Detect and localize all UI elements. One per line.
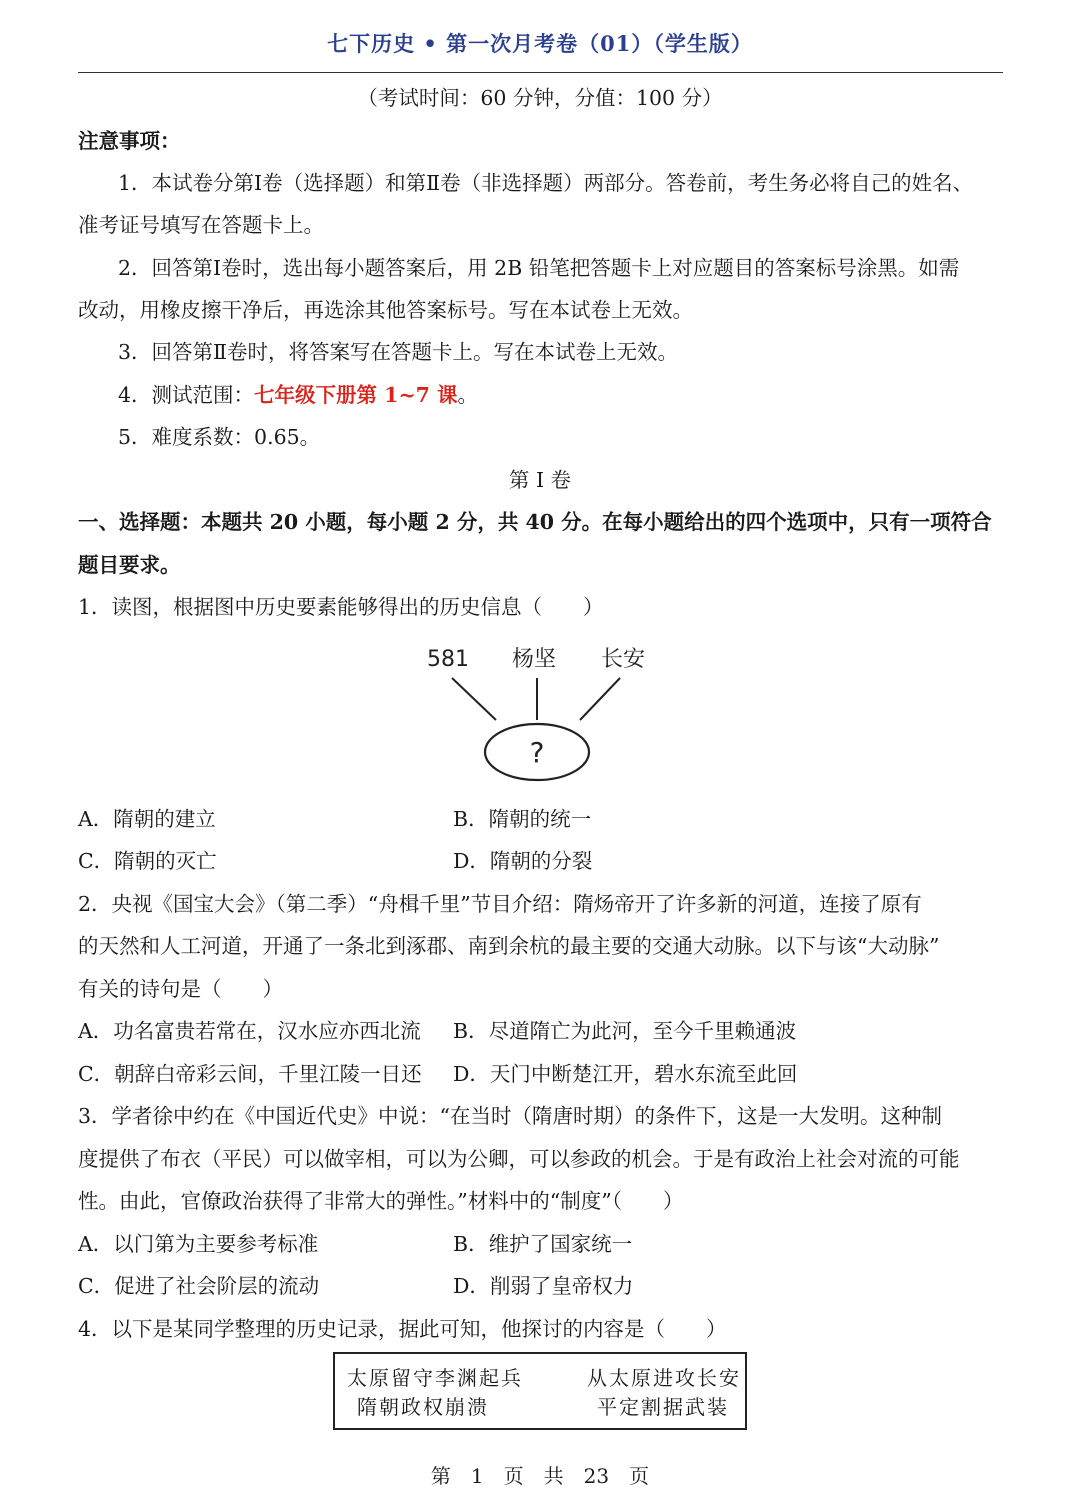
q1-option-c[interactable]: C．隋朝的灭亡 [78, 849, 217, 873]
q3-option-b[interactable]: B．维护了国家统一 [453, 1232, 633, 1256]
volume-title: 第 Ⅰ 卷 [508, 468, 572, 492]
notes-heading: 注意事项： [78, 129, 181, 153]
exam-info: （考试时间：60 分钟，分值：100 分） [357, 86, 723, 110]
record-item-4: 平定割据武装 [597, 1395, 729, 1419]
question-1-diagram [420, 640, 660, 790]
question-2-stem-cont: 的天然和人工河道，开通了一条北到涿郡、南到余杭的最主要的交通大动脉。以下与该“大动脉” [78, 934, 940, 958]
diagram-question-mark: ? [529, 736, 545, 769]
test-range: 七年级下册第 1~7 课 [254, 383, 458, 407]
question-3-stem-cont: 度提供了布衣（平民）可以做宰相，可以为公卿，可以参政的机会。于是有政治上社会对流的可能 [78, 1147, 960, 1171]
record-item-1: 太原留守李渊起兵 [347, 1366, 523, 1390]
page-number: 第 1 页 共 23 页 [430, 1464, 650, 1488]
page-title: 七下历史 • 第一次月考卷（01）（学生版） [327, 31, 753, 56]
diagram-label-place: 长安 [600, 647, 646, 672]
note-item-4 [118, 381, 1043, 409]
question-3-stem-cont2: 性。由此，官僚政治获得了非常大的弹性。”材料中的“制度”（ ） [78, 1189, 684, 1213]
record-item-2: 从太原进攻长安 [587, 1366, 741, 1390]
note-item-5: 5．难度系数：0.65。 [118, 425, 321, 449]
question-3-stem: 3．学者徐中约在《中国近代史》中说：“在当时（隋唐时期）的条件下，这是一大发明。这种制 [78, 1104, 943, 1128]
note-item-1-cont: 准考证号填写在答题卡上。 [78, 213, 324, 237]
q1-option-d[interactable]: D．隋朝的分裂 [453, 849, 593, 873]
q2-option-b[interactable]: B．尽道隋亡为此河，至今千里赖通波 [453, 1019, 797, 1043]
history-record-box [333, 1352, 747, 1430]
q3-option-a[interactable]: A．以门第为主要参考标准 [78, 1232, 319, 1256]
question-1-stem: 1．读图，根据图中历史要素能够得出的历史信息（ ） [78, 595, 604, 619]
q2-option-c[interactable]: C．朝辞白帝彩云间，千里江陵一日还 [78, 1062, 422, 1086]
q2-option-d[interactable]: D．天门中断楚江开，碧水东流至此回 [453, 1062, 798, 1086]
note-item-2: 2．回答第Ⅰ卷时，选出每小题答案后，用 2B 铅笔把答题卡上对应题目的答案标号涂黑。如需 [118, 256, 960, 280]
question-2-stem-cont2: 有关的诗句是（ ） [78, 977, 283, 1001]
section-instructions-cont: 题目要求。 [78, 553, 181, 577]
diagram-label-year: 581 [427, 647, 469, 672]
note-item-2-cont: 改动，用橡皮擦干净后，再选涂其他答案标号。写在本试卷上无效。 [78, 298, 693, 322]
note-item-1: 1．本试卷分第Ⅰ卷（选择题）和第Ⅱ卷（非选择题）两部分。答卷前，考生务必将自己的姓名、 [118, 171, 974, 195]
diagram-connector-right [580, 678, 620, 720]
header-divider [78, 72, 1003, 73]
record-item-3: 隋朝政权崩溃 [357, 1395, 489, 1419]
note-item-3: 3．回答第Ⅱ卷时，将答案写在答题卡上。写在本试卷上无效。 [118, 340, 678, 364]
q2-option-a[interactable]: A．功名富贵若常在，汉水应亦西北流 [78, 1019, 421, 1043]
q3-option-c[interactable]: C．促进了社会阶层的流动 [78, 1274, 320, 1298]
q3-option-d[interactable]: D．削弱了皇帝权力 [453, 1274, 634, 1298]
q1-option-a[interactable]: A．隋朝的建立 [78, 807, 216, 831]
q1-option-b[interactable]: B．隋朝的统一 [453, 807, 592, 831]
section-instructions: 一、选择题：本题共 20 小题，每小题 2 分，共 40 分。在每小题给出的四个选项中，只有一项符合 [78, 510, 992, 534]
question-2-stem: 2．央视《国宝大会》（第二季）“舟楫千里”节目介绍：隋炀帝开了许多新的河道，连接了原有 [78, 892, 922, 916]
diagram-label-person: 杨坚 [511, 647, 557, 672]
diagram-connector-left [452, 678, 496, 720]
note-item-4-prefix: 4．测试范围： [118, 383, 255, 407]
question-4-stem: 4．以下是某同学整理的历史记录，据此可知，他探讨的内容是（ ） [78, 1317, 727, 1341]
note-item-4-suffix: 。 [457, 383, 479, 407]
